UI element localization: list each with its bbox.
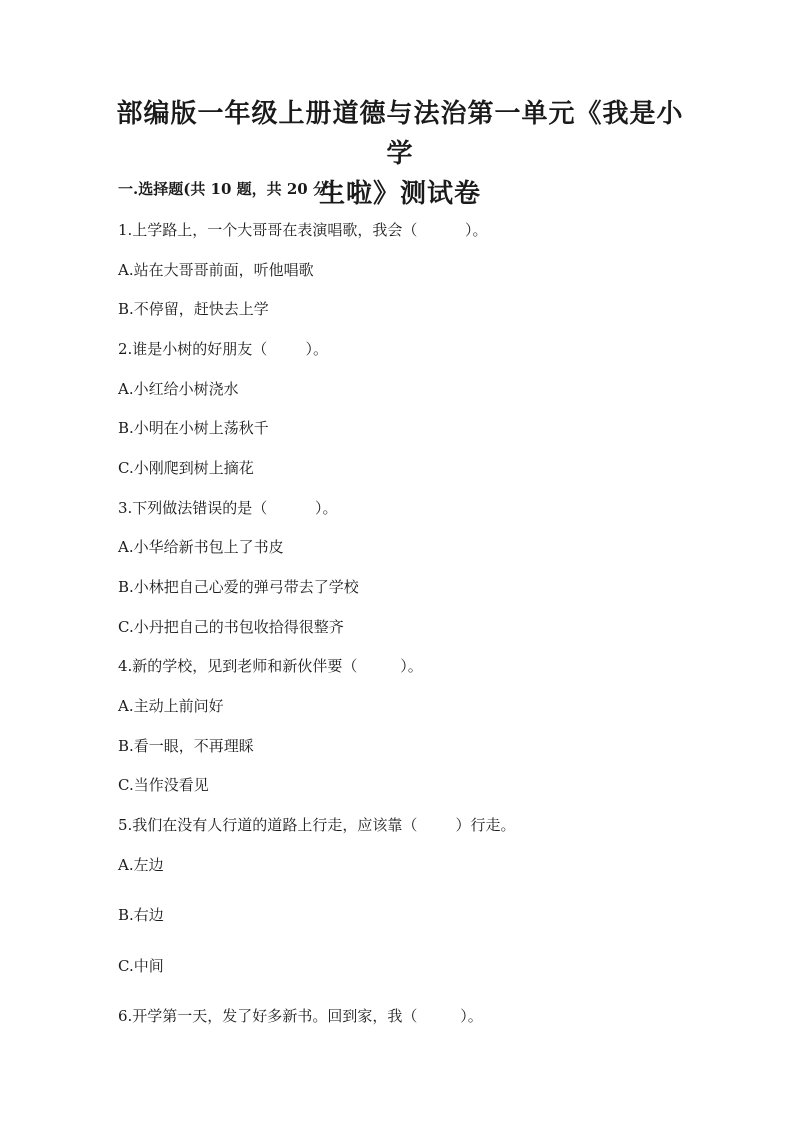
option-5a: A.左边	[118, 856, 164, 874]
option-2b: B.小明在小树上荡秋千	[118, 419, 269, 437]
question-1: 1.上学路上，一个大哥哥在表演唱歌，我会（ ）。	[118, 221, 488, 239]
option-2a: A.小红给小树浇水	[118, 380, 239, 398]
section-heading: 一.选择题(共 10 题，共 20 分)	[118, 180, 336, 198]
question-4: 4.新的学校，见到老师和新伙伴要（ ）。	[118, 657, 423, 675]
question-5: 5.我们在没有人行道的道路上行走，应该靠（ ）行走。	[118, 816, 516, 834]
question-3: 3.下列做法错误的是（ ）。	[118, 499, 338, 517]
option-1a: A.站在大哥哥前面，听他唱歌	[118, 261, 314, 279]
title-line-1: 部编版一年级上册道德与法治第一单元《我是小学	[116, 99, 684, 169]
option-2c: C.小刚爬到树上摘花	[118, 459, 254, 477]
title-line-2: 生啦》测试卷	[318, 179, 481, 209]
option-3c: C.小丹把自己的书包收拾得很整齐	[118, 618, 344, 636]
option-3a: A.小华给新书包上了书皮	[118, 538, 284, 556]
option-4a: A.主动上前问好	[118, 697, 224, 715]
option-5b: B.右边	[118, 906, 164, 924]
option-3b: B.小林把自己心爱的弹弓带去了学校	[118, 578, 359, 596]
option-1b: B.不停留，赶快去上学	[118, 300, 269, 318]
option-5c: C.中间	[118, 957, 164, 975]
option-4c: C.当作没看见	[118, 776, 209, 794]
question-6: 6.开学第一天，发了好多新书。回到家，我（ ）。	[118, 1007, 483, 1025]
option-4b: B.看一眼，不再理睬	[118, 737, 254, 755]
question-2: 2.谁是小树的好朋友（ ）。	[118, 340, 328, 358]
